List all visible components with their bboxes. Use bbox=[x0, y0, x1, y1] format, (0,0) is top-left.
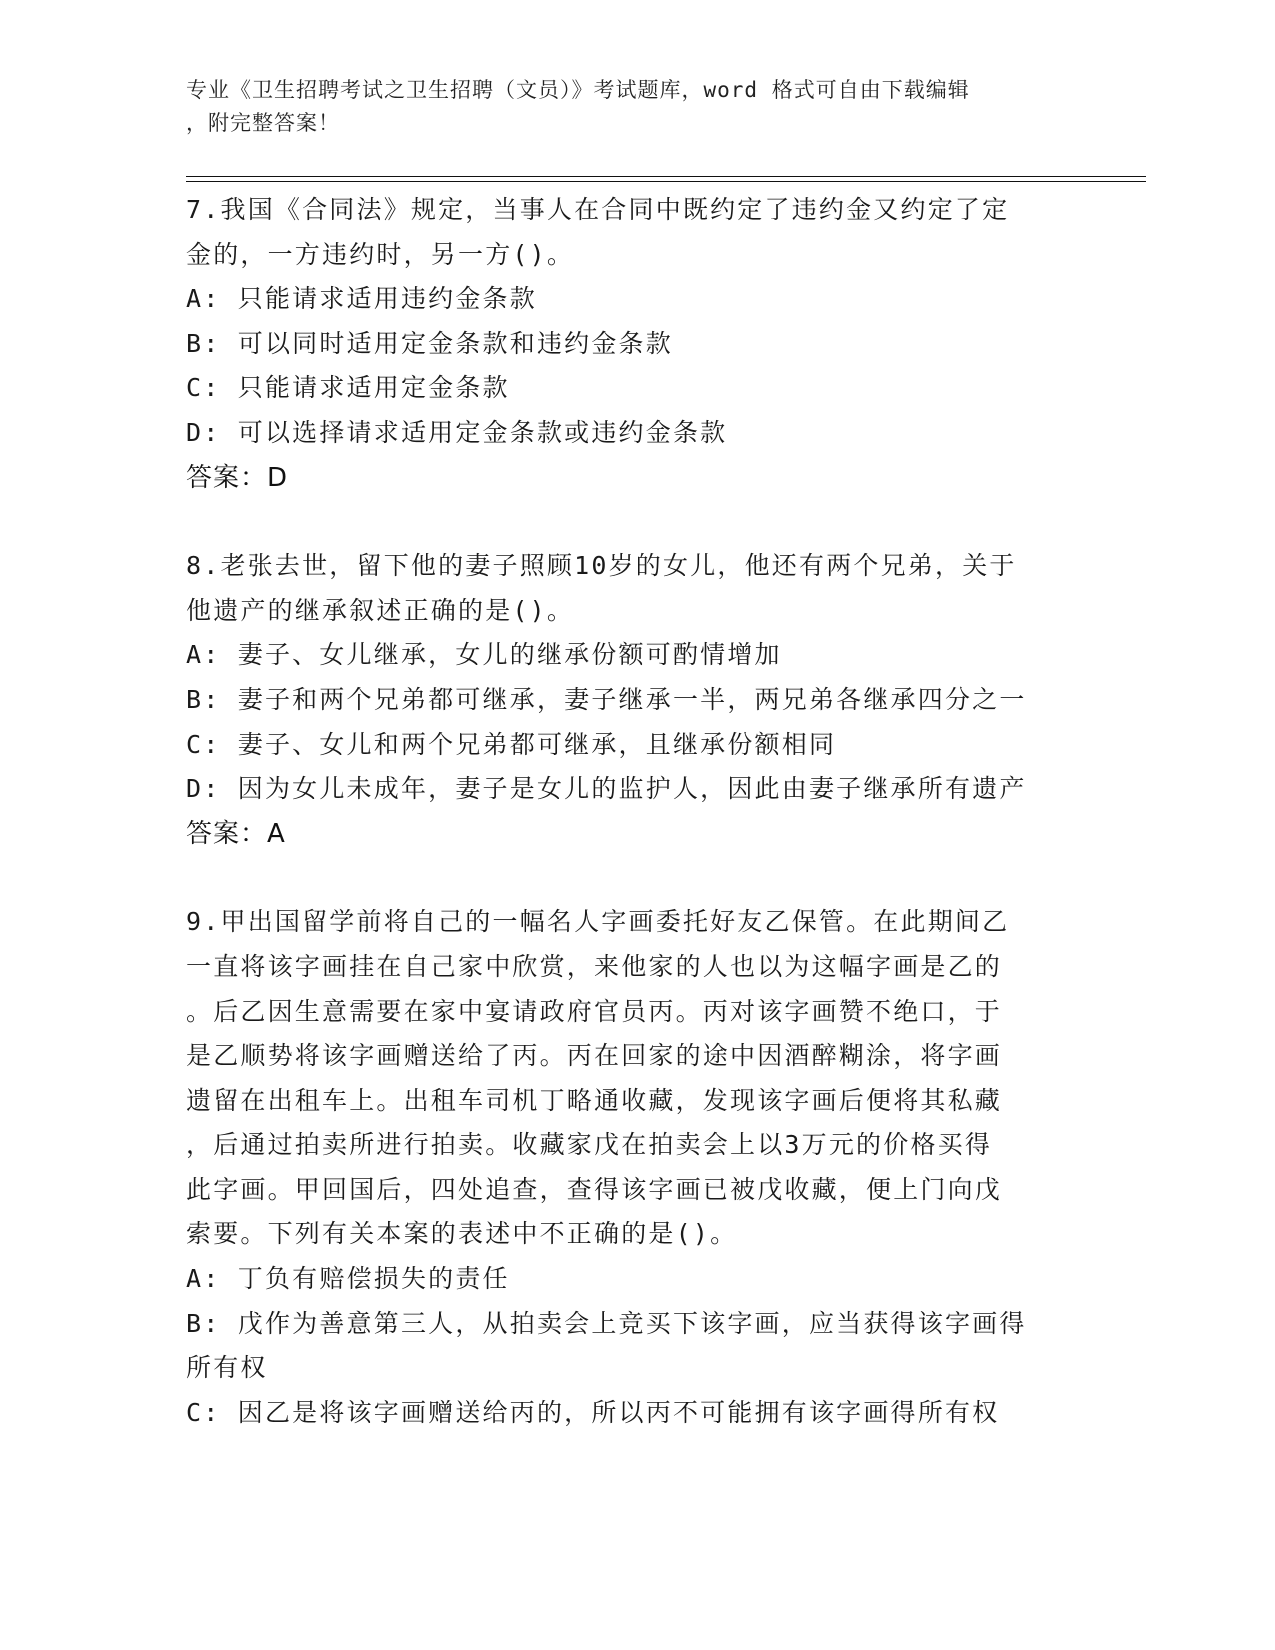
document-page bbox=[186, 0, 1146, 1650]
option-c: C: 因乙是将该字画赠送给丙的，所以丙不可能拥有该字画得所有权 bbox=[186, 1397, 1000, 1427]
option-d: D: 可以选择请求适用定金条款或违约金条款 bbox=[186, 417, 728, 447]
option-b: B: 戊作为善意第三人，从拍卖会上竞买下该字画，应当获得该字画得 bbox=[186, 1308, 1027, 1338]
header-divider-top bbox=[186, 176, 1146, 177]
question-stem-line: ，后通过拍卖所进行拍卖。收藏家戊在拍卖会上以3万元的价格买得 bbox=[186, 1130, 993, 1160]
header-line-1: 专业《卫生招聘考试之卫生招聘（文员）》考试题库，word 格式可自由下载编辑 bbox=[186, 78, 970, 102]
question-spacer bbox=[186, 500, 1066, 544]
header-line-2: ，附完整答案！ bbox=[186, 111, 340, 135]
question-stem-line: 索要。下列有关本案的表述中不正确的是()。 bbox=[186, 1219, 738, 1249]
question-stem-line: 一直将该字画挂在自己家中欣赏，来他家的人也以为这幅字画是乙的 bbox=[186, 951, 1003, 981]
question-stem-line: 9.甲出国留学前将自己的一幅名人字画委托好友乙保管。在此期间乙 bbox=[186, 907, 1010, 937]
question-spacer bbox=[186, 856, 1066, 900]
option-b-continued: 所有权 bbox=[186, 1353, 268, 1383]
question-8 bbox=[186, 544, 1066, 856]
header-divider-bottom bbox=[186, 181, 1146, 182]
question-stem-line: 金的，一方违约时，另一方()。 bbox=[186, 239, 575, 269]
question-stem-line: 他遗产的继承叙述正确的是()。 bbox=[186, 595, 575, 625]
question-9 bbox=[186, 900, 1066, 1435]
question-stem-line: 是乙顺势将该字画赠送给了丙。丙在回家的途中因酒醉糊涂，将字画 bbox=[186, 1041, 1003, 1071]
option-c: C: 妻子、女儿和两个兄弟都可继承，且继承份额相同 bbox=[186, 729, 837, 759]
answer-label: 答案：D bbox=[186, 462, 289, 493]
option-c: C: 只能请求适用定金条款 bbox=[186, 373, 510, 403]
question-stem-line: 8.老张去世，留下他的妻子照顾10岁的女儿，他还有两个兄弟，关于 bbox=[186, 551, 1017, 581]
question-list bbox=[186, 188, 1066, 1435]
question-7 bbox=[186, 188, 1066, 500]
option-a: A: 只能请求适用违约金条款 bbox=[186, 284, 537, 314]
option-d: D: 因为女儿未成年，妻子是女儿的监护人，因此由妻子继承所有遗产 bbox=[186, 774, 1027, 804]
answer-label: 答案：A bbox=[186, 818, 286, 849]
document-header bbox=[186, 74, 1066, 140]
question-stem-line: 7.我国《合同法》规定，当事人在合同中既约定了违约金又约定了定 bbox=[186, 195, 1010, 224]
option-b: B: 可以同时适用定金条款和违约金条款 bbox=[186, 328, 673, 358]
question-stem-line: 遗留在出租车上。出租车司机丁略通收藏，发现该字画后便将其私藏 bbox=[186, 1085, 1003, 1115]
option-a: A: 丁负有赔偿损失的责任 bbox=[186, 1264, 510, 1294]
question-stem-line: 此字画。甲回国后，四处追查，查得该字画已被戊收藏，便上门向戊 bbox=[186, 1174, 1003, 1204]
question-stem-line: 。后乙因生意需要在家中宴请政府官员丙。丙对该字画赞不绝口，于 bbox=[186, 996, 1003, 1026]
option-b: B: 妻子和两个兄弟都可继承，妻子继承一半，两兄弟各继承四分之一 bbox=[186, 684, 1027, 714]
option-a: A: 妻子、女儿继承，女儿的继承份额可酌情增加 bbox=[186, 640, 782, 670]
